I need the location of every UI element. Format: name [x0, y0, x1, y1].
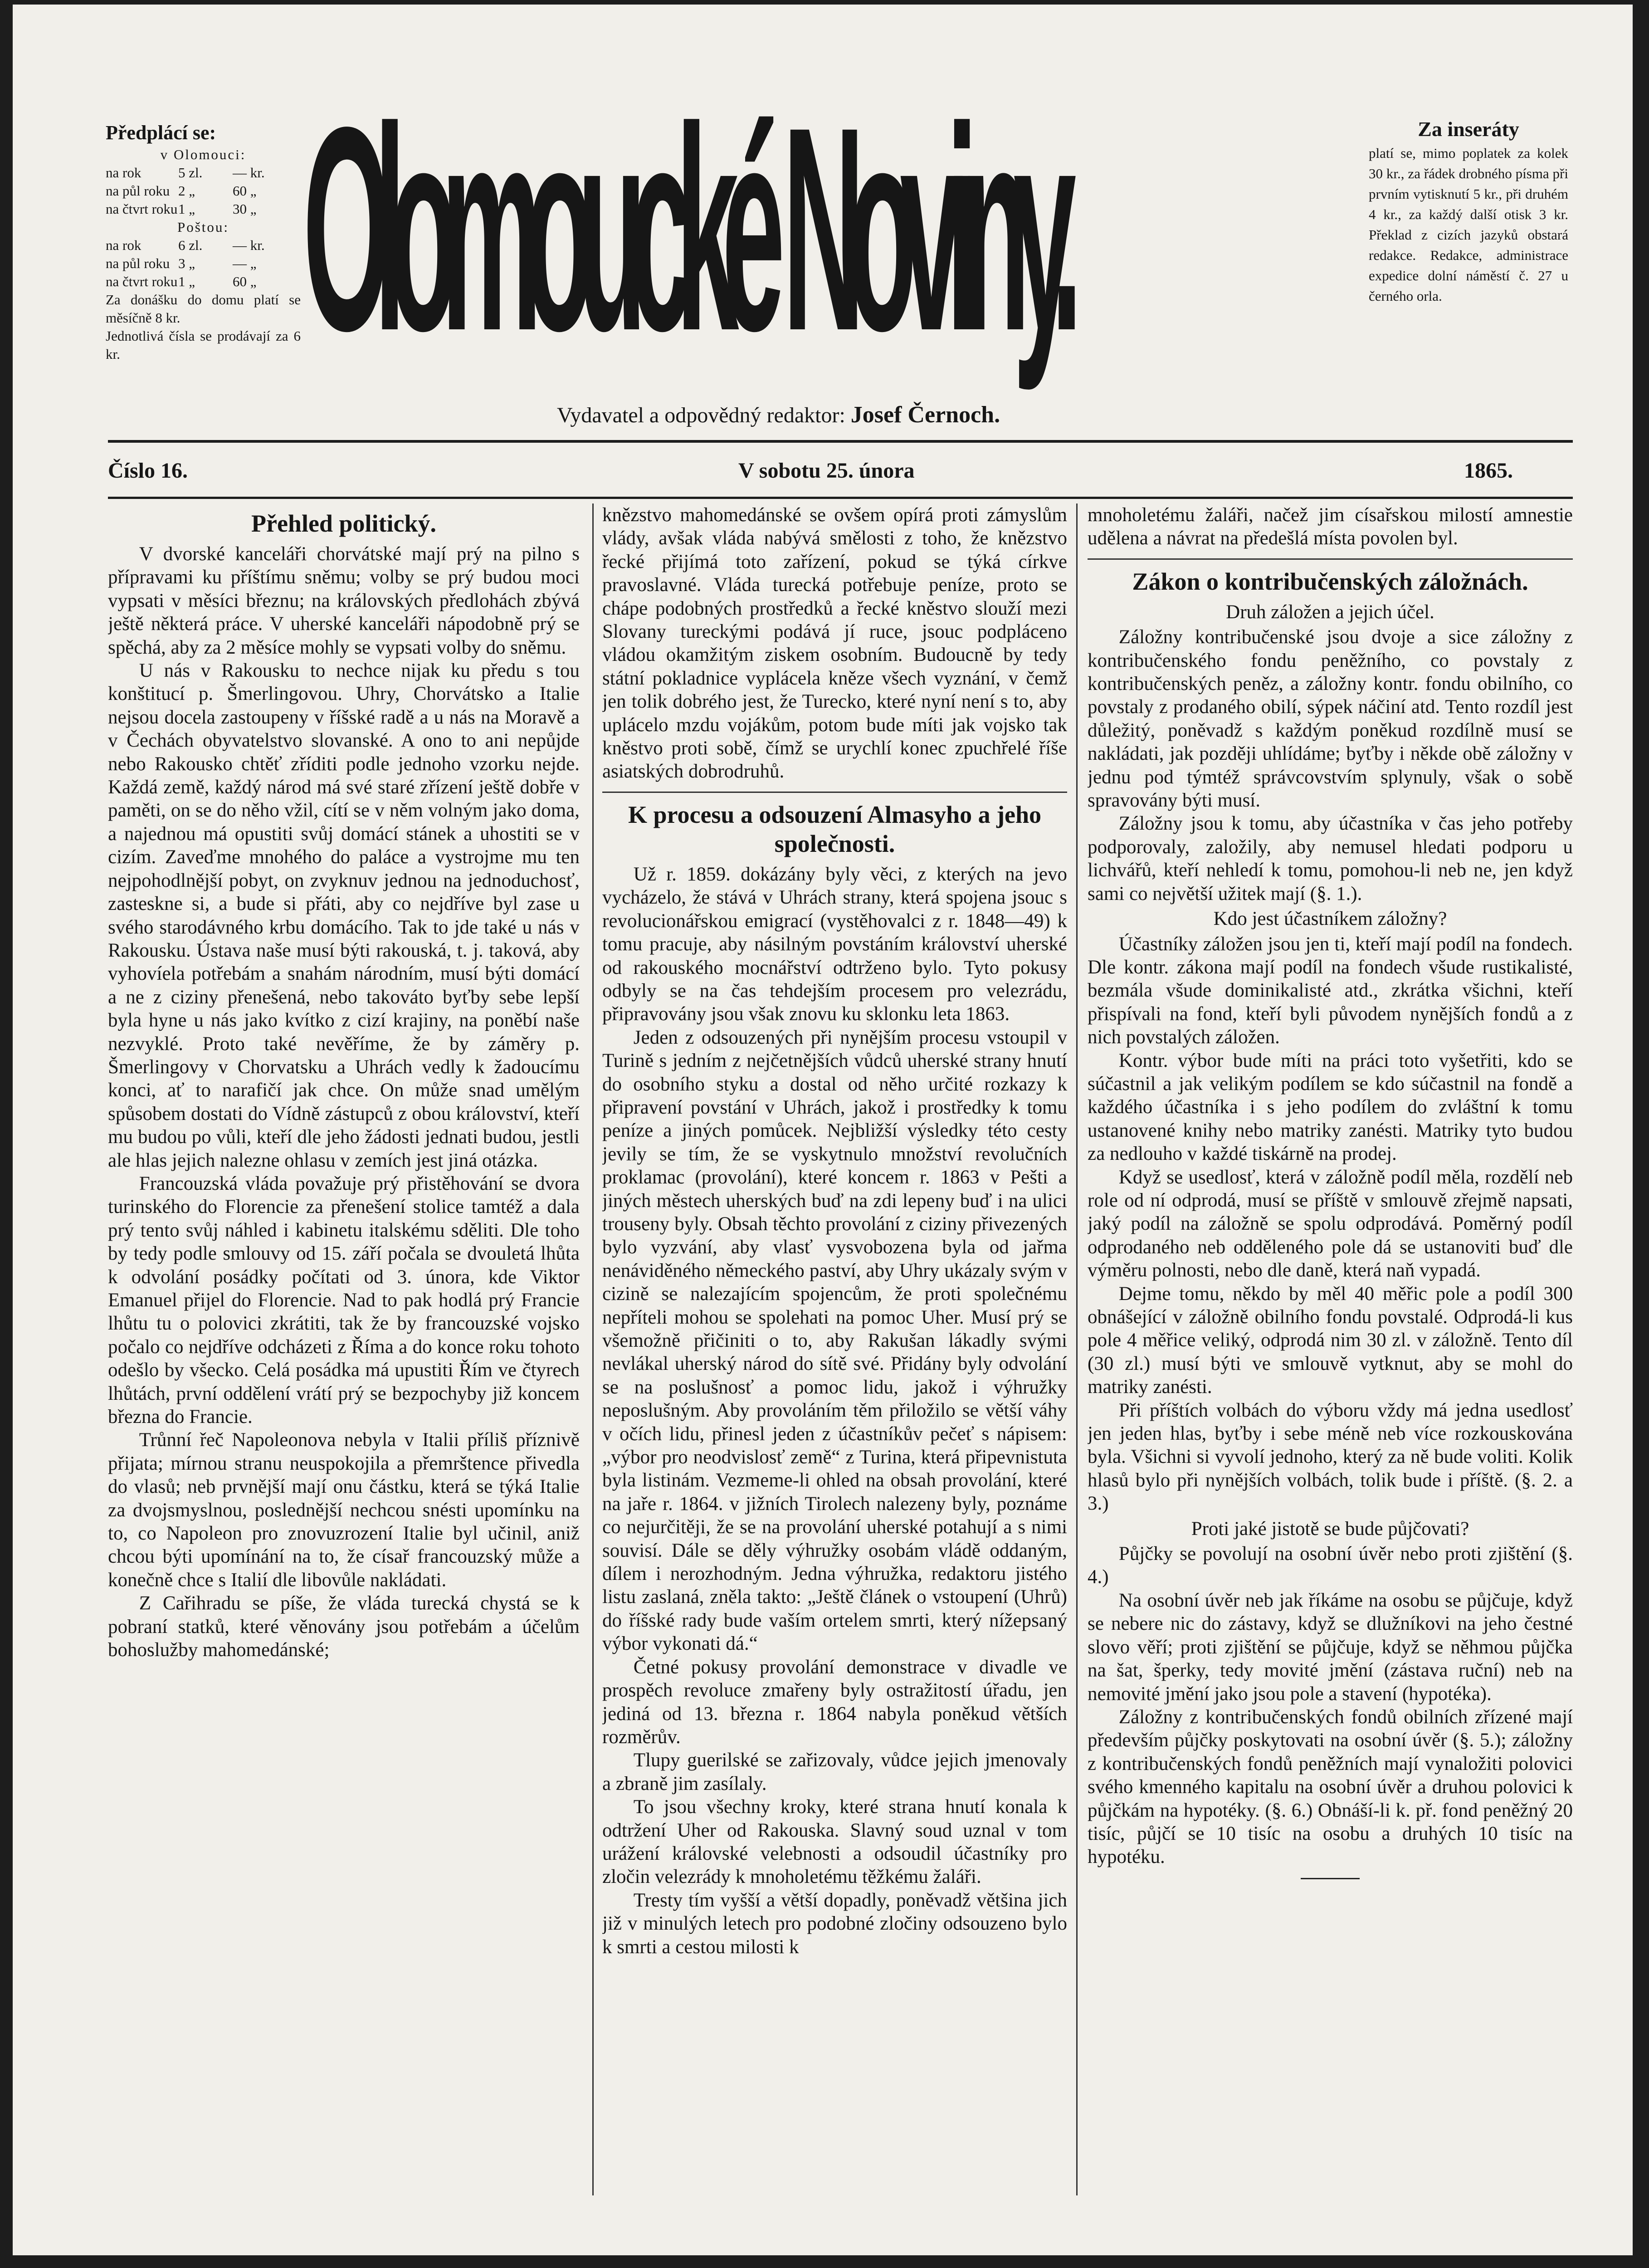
article-continuation: [602, 503, 1067, 783]
price-period: na rok: [106, 165, 141, 181]
column-3: [1088, 503, 1573, 2195]
paragraph: Trůnní řeč Napoleonova nebyla v Italii příliš příznivě přijata; mírnou stranu neuspokojila a přemrštence přivedla do vlasů; neb prvnější mají onu částku, která se týká Italie za dvojsmyslnou, poslednější nechcou snésti upomínku na to, co Napoleon pro znovuzrození Italie byl učinil, aniž chcou býti upomínání na to, že císař francouzský může a konečně chce s Italií dle libovůle nakládati.: [108, 1429, 580, 1591]
post-heading: Poštou:: [177, 219, 229, 235]
paragraph: Na osobní úvěr neb jak říkáme na osobu se půjčuje, když se nebere nic do zástavy, když se dlužníkovi na jeho čestné slovo věří; proti zjištění se půjčuje, když se něhmou půjčka na šat, šperky, tedy movité jmění (zástava ruční) neb na nemovité jmění jako jsou pole a stavení (hypotéka).: [1088, 1589, 1573, 1705]
column-rule: [592, 503, 594, 2195]
inserts-heading: Za inseráty: [1418, 117, 1519, 141]
publisher-name: Josef Černoch.: [850, 402, 1000, 428]
local-price-list: [106, 164, 301, 218]
paragraph: Tresty tím vyšší a větší dopadly, poněvadž většina jich již v minulých letech pro podobné zločiny odsouzeno bylo k smrti a cestou milosti k: [602, 1889, 1067, 1958]
price-period: na čtvrt roku: [106, 201, 178, 217]
section-subheading: Kdo jest účastníkem záložny?: [1213, 908, 1447, 930]
paragraph: Půjčky se povolují na osobní úvěr nebo proti zjištění (§. 4.): [1088, 1543, 1573, 1588]
article-body: [602, 863, 1067, 1959]
paragraph: Jeden z odsouzených při nynějším procesu vstoupil v Turině s jedním z nejčetnějších vůdců uherské strany hnutí do osobního styku a dostal od něho určité rozkazy k připravení povstání v Uhrách, jakož i prostředky k tomu peníze a jiných pomůcek. Nejbližší výsledky této cesty jevily se tím, že se vyskytnulo množství revolučních proklamac (provolání), které koncem r. 1863 v Pešti a jiných městech uherských buď na zdi lepeny buď i na ulici trouseny byly. Obsah těchto provolání z ciziny přivezených bylo vyzvání, aby vlasť vysvobozena byla od jařma nenáviděného německého paství, aby Uhry ukázaly svým v cizině se nalezajícím spojencům, že proti společnému nepříteli mohou se spolehati na pomoc Uher. Musí prý se všemožně přičiniti o to, aby Rakušan lákadly svými nevlákal uherský národ do sítě své. Přidány byly odvolání se na poslušnosť a pomoc lidu, jakož i výhružky neposlušným. Aby provoláním těm přiložilo se větší váhy v očích lidu, přinesl jeden z účastníkův pečeť s nápisem: „výbor pro neodvislosť země“ z Turina, která připevnistuta byla listinám. Vezmeme-li ohled na obsah provolání, které na jaře r. 1864. v jižních Tirolech nalezeny byly, poznáme co nejurčitěji, že se na provolání uherské potahují a s nimi souvisí. Dále se děly výhružky osobám vládě oddaným, dílem i nerozhodným. Jedna výhružka, redaktoru jistého listu zaslaná, zněla takto: „Ještě článek o vstoupení (Uhrů) do říšské rady bude vaším ortelem smrti, který nížepsaný výbor vykonati dá.“: [602, 1026, 1067, 1655]
issue-date: V sobotu 25. února: [738, 459, 915, 483]
price-kr: — „: [233, 255, 257, 271]
publisher-label: Vydavatel a odpovědný redaktor:: [557, 403, 845, 427]
inserts-box: [1369, 116, 1568, 306]
paragraph: Když se usedlosť, která v záložně podíl měla, rozdělí neb role od ní odprodá, musí se příště v smlouvě zřejmě napsati, jaký podíl na záložně se spolu odprodává. Poměrný podíl odprodaného neb odděleného pole dá se ustanoviti buď dle výměru polnosti, nebo dle daně, která naň vypadá.: [1088, 1166, 1573, 1281]
price-row: [106, 164, 301, 182]
subscription-heading: Předplácí se:: [106, 122, 216, 144]
price-period: na čtvrt roku: [106, 274, 178, 289]
paragraph: Záložny z kontribučenských fondů obilních zřízené mají především půjčky poskytovati na osobní úvěr (§. 5.); záložny z kontribučenských fondů peněžních mají vynaložiti polovici svého kmenného kapitalu na osobní úvěr a druhou polovici k půjčkám na hypotéky. (§. 6.) Obnáší-li k. př. fond peněžný 20 tisíc, půjčí se 10 tisíc na osobu a druhých 10 tisíc na hypotéku.: [1088, 1706, 1573, 1868]
paragraph: Kontr. výbor bude míti na práci toto vyšetřiti, kdo se súčastnil a jak velikým podílem se kdo súčastnil na fondě a každého účastníka i s jeho podílem do zvláštní k tomu ustanovené knihy nebo matriky zanésti. Matriky tyto budou za nedlouho v každé tiskárně na prodej.: [1088, 1050, 1573, 1165]
price-amount: 3 „: [178, 255, 195, 271]
issue-year: 1865.: [1464, 459, 1513, 483]
section-subheading: Proti jaké jistotě se bude půjčovati?: [1191, 1518, 1469, 1540]
article-continuation: [1088, 503, 1573, 550]
price-period: na půl roku: [106, 183, 170, 199]
paragraph: To jsou všechny kroky, které strana hnutí konala k odtržení Uher od Rakouska. Slavný soud uznal v tom urážení královské velebnosti a odsoudil účastníky pro zločin velezrády k mnoholetému těžkému žaláři.: [602, 1796, 1067, 1888]
post-price-list: [106, 236, 301, 291]
paragraph: mnoholetému žaláři, načež jim císařskou milostí amnestie udělena a návrat na předešlá místa povolen byl.: [1088, 504, 1573, 549]
delivery-note: Za donášku do domu platí se měsíčně 8 kr.: [106, 292, 301, 326]
paragraph: Při příštích volbách do výboru vždy má jedna usedlosť jen jeden hlas, byťby i sebe méně neb více rozkouskována byla. Všichni si vyvolí jednoho, který za ně bude voliti. Kolik hlasů bylo při nynějších volbách, tolik bude i příště. (§. 2. a 3.): [1088, 1399, 1573, 1515]
paragraph: Záložny kontribučenské jsou dvoje a sice záložny z kontribučenského fondu peněžního, co povstaly z kontribučenských peněz, a záložny kontr. fondu obilního, co povstaly z prodaného obilí, sýpek náčiní atd. Tento rozdíl jest důležitý, poněvadž s každým poněkud rozdílně musí se nakládati, jak později uhlídáme; byťby i někde obě záložny v jednu pod týmtéž správcovstvím splynuly, však o sobě spravovány býti musí.: [1088, 626, 1573, 811]
price-kr: — kr.: [233, 165, 265, 181]
price-amount: 1 „: [178, 201, 195, 217]
price-kr: 60 „: [233, 183, 257, 199]
article-body: [1088, 1542, 1573, 1869]
price-row: [106, 254, 301, 273]
price-row: [106, 182, 301, 200]
paragraph: Z Cařihradu se píše, že vláda turecká chystá se k pobraní statků, které věnovány jsou potřebám a účelům bohoslužby mahomedánské;: [108, 1593, 580, 1661]
article-body: [1088, 626, 1573, 905]
article-body: [1088, 933, 1573, 1515]
column-rule: [1076, 503, 1078, 2195]
article-title: Zákon o kontribučenských záložnách.: [1132, 567, 1528, 595]
paragraph: U nás v Rakousku to nechce nijak ku předu s tou konštitucí p. Šmerlingovou. Uhry, Chorvátsko a Italie nejsou docela zastoupeny v říšské radě a u nás na Moravě a v Čechách obyvatelstvo slovanské. A ono to ani nepůjde nebo Rakousko chtěť zříditi podle jednoho vzorku nejde. Každá země, každý národ má své staré zřízení ještě dobře v paměti, on se do něho vžil, cítí se v něm volným jako doma, a najednou má opustiti svůj domácí stánek a uhostiti se v cizím. Zaveďme mnohého do paláce a vystrojme mu ten nejpohodlnější pobyt, on zvyknuv jednou na jednoduchosť, zasteskne si, a bude si přáti, aby co nejdříve byl zase u svého starodávného krbu domácího. Tak to jde také u nás v Rakousku. Ústava naše musí býti rakouská, t. j. taková, aby vyhovíela potřebám a snahám národním, musí býti domácí a ne z ciziny přenešená, nebo takováto byťby sebe lepší byla hyne u nás jako kvítko z cizí krajiny, na poněbí naše nezvyklé. Proto také nevěříme, že by záměry p. Šmerlingovy v Chorvatsku a Uhrách vedly k žadoucímu konci, ať to narafičí jak chce. On může snad umělým spůsobem dostati do Vídně zástupců z obou království, kteří mu budou po vůli, kteří dle jeho žádosti jednati budou, jestli ale hlas jejich nalezne ohlasu v zemích jest jiná otázka.: [108, 660, 580, 1171]
publisher-line: [557, 401, 1237, 428]
paragraph: knězstvo mahomedánské se ovšem opírá proti zámyslům vlády, avšak vláda nabývá smělosti z toho, že knězstvo řecké přijímá toto zařízení, pokud se týká církve pravoslavné. Vláda turecká potřebuje peníze, proto se chápe podobných prostředků a řecké kněstvo slouží mezi Slovany tureckými podává jí ruce, jsouc podpláceno vládou okamžitým ziskem osobním. Budoucně by tedy státní pokladnice vyplácela kněze všech vyznání, v čemž jen tolik dobrého jest, že Turecko, které nyní není s to, aby uplácelo mzdu vojákům, potom bude míti jak vojsko tak kněstvo proti sobě, čímž se urychlí konec zpuchřelé říše asiatských dobrodruhů.: [602, 504, 1067, 782]
price-kr: — kr.: [233, 237, 265, 253]
single-copy-note: Jednotlivá čísla se prodávají za 6 kr.: [106, 328, 301, 362]
price-amount: 6 zl.: [178, 237, 203, 253]
newspaper-page: [13, 5, 1633, 2255]
column-1: [108, 503, 580, 2195]
header-rule-top: [108, 440, 1573, 443]
price-period: na půl roku: [106, 255, 170, 271]
subscription-box: [106, 120, 301, 363]
header-rule-bottom: [108, 497, 1573, 499]
price-row: [106, 273, 301, 291]
column-2: [602, 503, 1067, 2195]
article-title: K procesu a odsouzení Almasyho a jeho společnosti.: [628, 801, 1042, 857]
article-separator: [602, 792, 1067, 793]
price-period: na rok: [106, 237, 141, 253]
paragraph: Záložny jsou k tomu, aby účastníka v čas jeho potřeby podporovaly, založily, aby nemusel hledati podporu u lichvářů, kteří nehledí k tomu, pomohou-li neb ne, jen když sami co největší užitek mají (§. 1.).: [1088, 813, 1573, 904]
price-kr: 30 „: [233, 201, 257, 217]
end-rule: [1301, 1878, 1360, 1879]
price-amount: 1 „: [178, 274, 195, 289]
local-heading: v Olomouci:: [160, 147, 246, 162]
price-kr: 60 „: [233, 274, 257, 289]
paragraph: Četné pokusy provolání demonstrace v divadle ve prospěch revoluce zmařeny byly ostražitostí úřadu, jen jediná od 13. března r. 1864 nabyla poněkud větších rozměrův.: [602, 1656, 1067, 1748]
price-amount: 2 „: [178, 183, 195, 199]
price-row: [106, 236, 301, 254]
issue-number: Číslo 16.: [108, 459, 188, 483]
paragraph: Už r. 1859. dokázány byly věci, z kterých na jevo vycházelo, že stává v Uhrách strany, která spojena jsouc s revolucionářskou emigrací (vystěhovalci z r. 1848—49) k tomu pracuje, aby násilným povstáním království uherské od rakouského mocnářství odtrženo bylo. Tyto pokusy odbyly se na čas tehdejším procesem pro velezrádu, připravovány jsou však znovu ku sklonku leta 1863.: [602, 863, 1067, 1025]
paragraph: V dvorské kanceláři chorvátské mají prý na pilno s přípravami ku příštímu sněmu; volby se prý budou moci vypsati v měsíci březnu; na královských předlohách zbývá ještě některá práce. V uherské kanceláři nápodobně prý se spěchá, aby za 2 měsíce mohly se vypsati volby do sněmu.: [108, 543, 580, 658]
paragraph: Francouzská vláda považuje prý přistěhování se dvora turinského do Florencie za přenešení stolice tamtéž a dala prý tento svůj náhled i kabinetu italskému sděliti. Dle toho by tedy podle smlouvy od 15. září počala se dvouletá lhůta k odvolání posádky počítati od 3. února, kde Viktor Emanuel přijel do Florencie. Nad to pak hodlá prý Francie lhůtu tu o polovici zkrátiti, tak že by francouzské vojsko počalo co nejdříve odcházeti z Říma a do konce roku tohoto odešlo by všecko. Celá posádka má upustiti Řím ve čtyrech lhůtách, první oddělení vrátí prý se bezpochyby již koncem března do Francie.: [108, 1173, 580, 1428]
article-body: [108, 543, 580, 1662]
price-row: [106, 200, 301, 218]
article-separator: [1088, 558, 1573, 560]
inserts-text: platí se, mimo poplatek za kolek 30 kr., za řádek drobného písma při prvním vytisknutí 5 kr., při druhém 4 kr., za každý další otisk 3 kr. Překlad z cizích jazyků obstará redakce. Redakce, administrace expedice dolní náměstí č. 27 u černého orla.: [1369, 145, 1568, 304]
paragraph: Dejme tomu, někdo by měl 40 měřic pole a podíl 300 obnášející v záložně obilního fondu povstalé. Odprodá-li kus pole 4 měřice veliký, odprodá nim 30 zl. v záložně. Tento díl (30 zl.) musí býti ve smlouvě vytknut, aby se mohl do matriky zanésti.: [1088, 1283, 1573, 1398]
article-title: Přehled politický.: [251, 510, 436, 537]
price-amount: 5 zl.: [178, 165, 203, 181]
section-subheading: Druh záložen a jejich účel.: [1226, 601, 1434, 623]
masthead-title: Olomoucké Noviny.: [303, 67, 1066, 391]
paragraph: Tlupy guerilské se zařizovaly, vůdce jejich jmenovaly a zbraně jim zasílaly.: [602, 1750, 1067, 1794]
paragraph: Účastníky záložen jsou jen ti, kteří mají podíl na fondech. Dle kontr. zákona mají podíl na fondech všude rustikalisté, bezmála všude dominikalisté atd., zkrátka všichni, kteří přispívali na fond, kteří byli původem nynějších fondů a z nich povstalých záložen.: [1088, 933, 1573, 1048]
